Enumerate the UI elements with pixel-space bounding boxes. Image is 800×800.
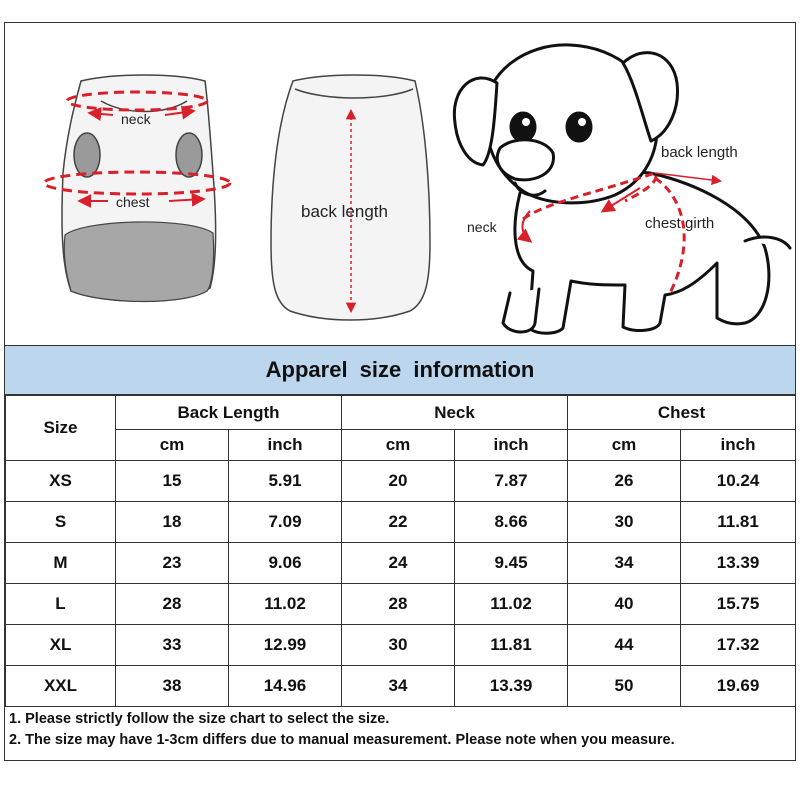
value-cell: 30 bbox=[568, 502, 681, 543]
notes bbox=[9, 709, 793, 751]
value-cell: 34 bbox=[342, 666, 455, 707]
value-cell: 50 bbox=[568, 666, 681, 707]
size-cell: M bbox=[6, 543, 116, 584]
value-cell: 26 bbox=[568, 461, 681, 502]
front-neck-label: neck bbox=[121, 111, 151, 127]
value-cell: 10.24 bbox=[681, 461, 796, 502]
value-cell: 28 bbox=[116, 584, 229, 625]
value-cell: 15.75 bbox=[681, 584, 796, 625]
value-cell: 30 bbox=[342, 625, 455, 666]
value-cell: 15 bbox=[116, 461, 229, 502]
back-garment-drawing bbox=[271, 75, 430, 320]
value-cell: 8.66 bbox=[455, 502, 568, 543]
table-row bbox=[6, 625, 796, 666]
group-header-back-length: Back Length bbox=[116, 396, 342, 430]
value-cell: 18 bbox=[116, 502, 229, 543]
value-cell: 13.39 bbox=[455, 666, 568, 707]
group-header-chest: Chest bbox=[568, 396, 796, 430]
dog-drawing bbox=[454, 45, 790, 333]
value-cell: 11.02 bbox=[455, 584, 568, 625]
size-cell: S bbox=[6, 502, 116, 543]
illustration-canvas bbox=[5, 23, 795, 345]
size-header: Size bbox=[6, 396, 116, 461]
group-header-row bbox=[6, 396, 796, 430]
front-chest-label: chest bbox=[116, 194, 150, 210]
note-2: 2. The size may have 1-3cm differs due to manual measurement. Please note when you measure. bbox=[9, 732, 675, 748]
value-cell: 24 bbox=[342, 543, 455, 584]
value-cell: 9.45 bbox=[455, 543, 568, 584]
table-row bbox=[6, 502, 796, 543]
value-cell: 7.09 bbox=[229, 502, 342, 543]
size-cell: XL bbox=[6, 625, 116, 666]
value-cell: 34 bbox=[568, 543, 681, 584]
value-cell: 11.81 bbox=[681, 502, 796, 543]
unit-header: inch bbox=[229, 430, 342, 461]
size-cell: L bbox=[6, 584, 116, 625]
table-row bbox=[6, 584, 796, 625]
value-cell: 23 bbox=[116, 543, 229, 584]
table-row bbox=[6, 666, 796, 707]
unit-header-row bbox=[6, 430, 796, 461]
unit-header: cm bbox=[116, 430, 229, 461]
value-cell: 40 bbox=[568, 584, 681, 625]
note-1: 1. Please strictly follow the size chart to select the size. bbox=[9, 711, 390, 727]
unit-header: inch bbox=[681, 430, 796, 461]
banner-title: Apparel size information bbox=[265, 357, 535, 382]
measurement-illustrations bbox=[5, 23, 795, 345]
dog-neck-label: neck bbox=[467, 219, 497, 235]
size-chart-frame bbox=[4, 22, 796, 761]
value-cell: 38 bbox=[116, 666, 229, 707]
value-cell: 19.69 bbox=[681, 666, 796, 707]
value-cell: 33 bbox=[116, 625, 229, 666]
value-cell: 11.81 bbox=[455, 625, 568, 666]
size-cell: XS bbox=[6, 461, 116, 502]
size-info-banner bbox=[5, 345, 795, 395]
unit-header: cm bbox=[342, 430, 455, 461]
value-cell: 14.96 bbox=[229, 666, 342, 707]
value-cell: 5.91 bbox=[229, 461, 342, 502]
value-cell: 11.02 bbox=[229, 584, 342, 625]
unit-header: cm bbox=[568, 430, 681, 461]
dog-chest-girth-label: chest girth bbox=[645, 215, 715, 232]
back-length-label: back length bbox=[301, 202, 388, 221]
group-header-neck: Neck bbox=[342, 396, 568, 430]
table-row bbox=[6, 543, 796, 584]
size-table bbox=[5, 395, 796, 707]
value-cell: 22 bbox=[342, 502, 455, 543]
value-cell: 7.87 bbox=[455, 461, 568, 502]
value-cell: 44 bbox=[568, 625, 681, 666]
value-cell: 20 bbox=[342, 461, 455, 502]
value-cell: 12.99 bbox=[229, 625, 342, 666]
dog-back-length-label: back length bbox=[661, 144, 738, 161]
unit-header: inch bbox=[455, 430, 568, 461]
front-garment-drawing bbox=[44, 75, 230, 302]
value-cell: 13.39 bbox=[681, 543, 796, 584]
size-cell: XXL bbox=[6, 666, 116, 707]
value-cell: 28 bbox=[342, 584, 455, 625]
table-row bbox=[6, 461, 796, 502]
value-cell: 9.06 bbox=[229, 543, 342, 584]
value-cell: 17.32 bbox=[681, 625, 796, 666]
